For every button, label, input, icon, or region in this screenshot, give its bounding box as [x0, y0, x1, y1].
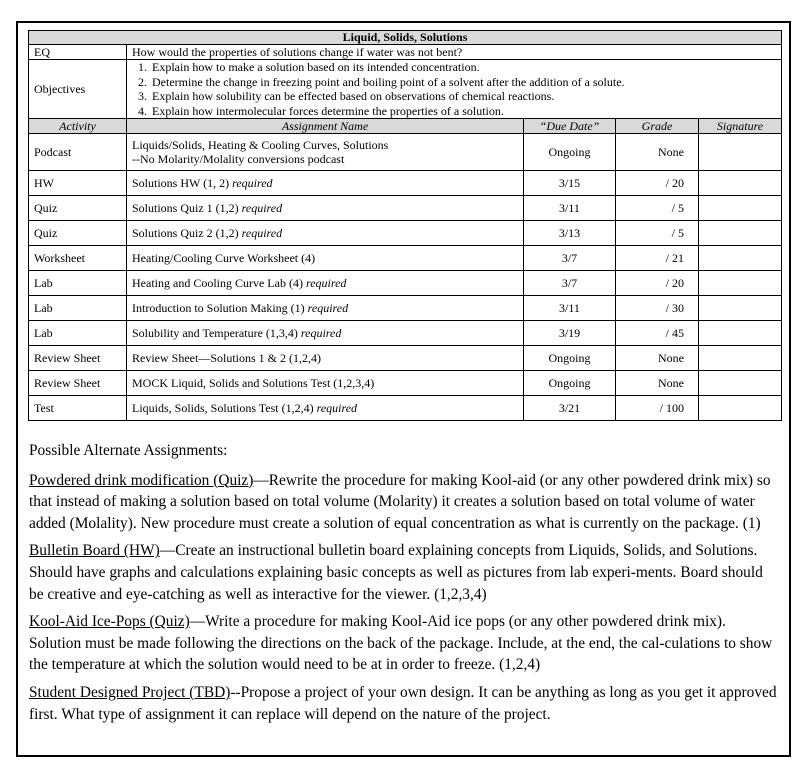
due-date-cell: 3/13 — [524, 221, 616, 246]
table-row — [29, 134, 782, 171]
required-tag: required — [241, 226, 283, 240]
alternate-item — [29, 540, 777, 605]
table-row — [29, 396, 782, 421]
assignment-cell — [127, 396, 524, 421]
activity-cell: Lab — [29, 296, 127, 321]
grade-cell: / 20 — [616, 171, 699, 196]
eq-text: How would the properties of solutions change if water was not bent? — [127, 45, 782, 60]
alternate-title: Student Designed Project (TBD) — [29, 683, 231, 701]
required-tag: required — [241, 201, 283, 215]
table-row — [29, 221, 782, 246]
activity-cell: Quiz — [29, 221, 127, 246]
signature-cell[interactable] — [699, 171, 782, 196]
due-date-cell: 3/11 — [524, 296, 616, 321]
assignment-cell — [127, 134, 524, 171]
activity-cell: Review Sheet — [29, 371, 127, 396]
table-title: Liquid, Solids, Solutions — [29, 31, 782, 45]
alternate-item — [29, 682, 777, 725]
assignment-cell — [127, 221, 524, 246]
table-row — [29, 246, 782, 271]
alternate-text: —Rewrite the procedure for making Kool-aid (or any other powdered drink mix) so that instead of making a solution based on total volume (Molarity) it creates a solution based on total volume of water added (Molality). New procedure must create a solution of equal concentration as what is currently on the package. (1) — [29, 471, 771, 532]
grade-cell: / 45 — [616, 321, 699, 346]
eq-label: EQ — [29, 45, 127, 60]
required-tag: required — [316, 401, 358, 415]
activity-cell: HW — [29, 171, 127, 196]
assignment-name: Solutions HW (1, 2) — [132, 176, 233, 190]
alternate-item — [29, 470, 777, 535]
assignment-cell — [127, 171, 524, 196]
required-tag: required — [305, 276, 347, 290]
due-date-cell: 3/7 — [524, 271, 616, 296]
assignment-cell — [127, 246, 524, 271]
table-row — [29, 196, 782, 221]
assignment-cell — [127, 296, 524, 321]
required-tag: required — [300, 326, 342, 340]
alternates-heading: Possible Alternate Assignments: — [29, 442, 228, 459]
alternate-title: Powdered drink modification (Quiz) — [29, 471, 254, 489]
table-row — [29, 271, 782, 296]
signature-cell[interactable] — [699, 396, 782, 421]
signature-cell[interactable] — [699, 271, 782, 296]
assignment-name: Heating/Cooling Curve Worksheet (4) — [132, 251, 316, 265]
activity-cell: Lab — [29, 271, 127, 296]
objectives-list — [132, 60, 776, 118]
assignment-name: Review Sheet—Solutions 1 & 2 (1,2,4) — [132, 351, 321, 365]
table-row — [29, 171, 782, 196]
alternate-item — [29, 611, 777, 676]
table-row — [29, 296, 782, 321]
assignment-cell — [127, 346, 524, 371]
required-tag: required — [307, 301, 349, 315]
signature-cell[interactable] — [699, 296, 782, 321]
signature-cell[interactable] — [699, 134, 782, 171]
activity-cell: Test — [29, 396, 127, 421]
assignment-cell — [127, 271, 524, 296]
grade-cell: None — [616, 371, 699, 396]
signature-cell[interactable] — [699, 196, 782, 221]
assignment-table — [28, 30, 782, 421]
assignment-name: Liquids, Solids, Solutions Test (1,2,4) — [132, 401, 317, 415]
grade-cell: / 100 — [616, 396, 699, 421]
due-date-cell: Ongoing — [524, 371, 616, 396]
assignment-name: Solubility and Temperature (1,3,4) — [132, 326, 301, 340]
assignment-name: Solutions Quiz 1 (1,2) — [132, 201, 242, 215]
assignment-cell — [127, 321, 524, 346]
activity-cell: Worksheet — [29, 246, 127, 271]
grade-cell: / 30 — [616, 296, 699, 321]
column-header-grade: Grade — [616, 119, 699, 134]
activity-cell: Podcast — [29, 134, 127, 171]
due-date-cell: 3/11 — [524, 196, 616, 221]
grade-cell: / 5 — [616, 221, 699, 246]
signature-cell[interactable] — [699, 346, 782, 371]
signature-cell[interactable] — [699, 371, 782, 396]
table-row — [29, 371, 782, 396]
assignment-name: MOCK Liquid, Solids and Solutions Test (1,2,3,4) — [132, 376, 375, 390]
column-header-signature: Signature — [699, 119, 782, 134]
grade-cell: / 20 — [616, 271, 699, 296]
objectives-cell — [127, 60, 782, 119]
objectives-label: Objectives — [29, 60, 127, 119]
assignment-name: Heating and Cooling Curve Lab (4) — [132, 276, 306, 290]
grade-cell: None — [616, 346, 699, 371]
assignment-name: Solutions Quiz 2 (1,2) — [132, 226, 242, 240]
column-header-assignment: Assignment Name — [127, 119, 524, 134]
column-header-activity: Activity — [29, 119, 127, 134]
signature-cell[interactable] — [699, 246, 782, 271]
alternate-text: --Propose a project of your own design. It can be anything as long as you get it approved first. What type of assignment it can replace will depend on the nature of the project. — [29, 683, 777, 723]
assignment-note: --No Molarity/Molality conversions podcast — [132, 152, 345, 166]
due-date-cell: 3/7 — [524, 246, 616, 271]
objective-item: 3. Explain how solubility can be effected based on observations of chemical reactions. — [150, 89, 776, 104]
due-date-cell: 3/15 — [524, 171, 616, 196]
alternate-assignments — [29, 440, 777, 731]
alternate-title: Bulletin Board (HW) — [29, 542, 160, 560]
activity-cell: Lab — [29, 321, 127, 346]
due-date-cell: Ongoing — [524, 346, 616, 371]
activity-cell: Review Sheet — [29, 346, 127, 371]
objective-item: 1. Explain how to make a solution based on its intended concentration. — [150, 60, 776, 75]
grade-cell: / 21 — [616, 246, 699, 271]
due-date-cell: Ongoing — [524, 134, 616, 171]
activity-cell: Quiz — [29, 196, 127, 221]
grade-cell: / 5 — [616, 196, 699, 221]
alternate-title: Kool-Aid Ice-Pops (Quiz) — [29, 613, 190, 631]
assignment-cell — [127, 371, 524, 396]
objective-item: 2. Determine the change in freezing point and boiling point of a solvent after the addition of a solute. — [150, 75, 776, 90]
table-row — [29, 321, 782, 346]
alternate-text: —Write a procedure for making Kool-Aid ice pops (or any other powdered drink mix). Solution must be made following the directions on the back of the package. Include, at the end, the cal-culations to show the temperature at which the solution would need to be at in order to freeze. (1,2,4) — [29, 613, 773, 674]
table-row — [29, 346, 782, 371]
required-tag: required — [232, 176, 273, 190]
signature-cell[interactable] — [699, 321, 782, 346]
grade-cell: None — [616, 134, 699, 171]
assignment-cell — [127, 196, 524, 221]
due-date-cell: 3/19 — [524, 321, 616, 346]
objective-item: 4. Explain how intermolecular forces determine the properties of a solution. — [150, 104, 776, 119]
assignment-name: Introduction to Solution Making (1) — [132, 301, 308, 315]
alternate-text: —Create an instructional bulletin board explaining concepts from Liquids, Solids, and Solutions. Should have graphs and calculations explaining basic concepts as well as pictures from lab experi-ments. Board should be creative and eye-catching as well as interactive for the viewer. (1,2,3,4) — [29, 542, 763, 603]
assignment-name: Liquids/Solids, Heating & Cooling Curves, Solutions — [132, 138, 389, 152]
signature-cell[interactable] — [699, 221, 782, 246]
column-header-due-date: “Due Date” — [524, 119, 616, 134]
due-date-cell: 3/21 — [524, 396, 616, 421]
